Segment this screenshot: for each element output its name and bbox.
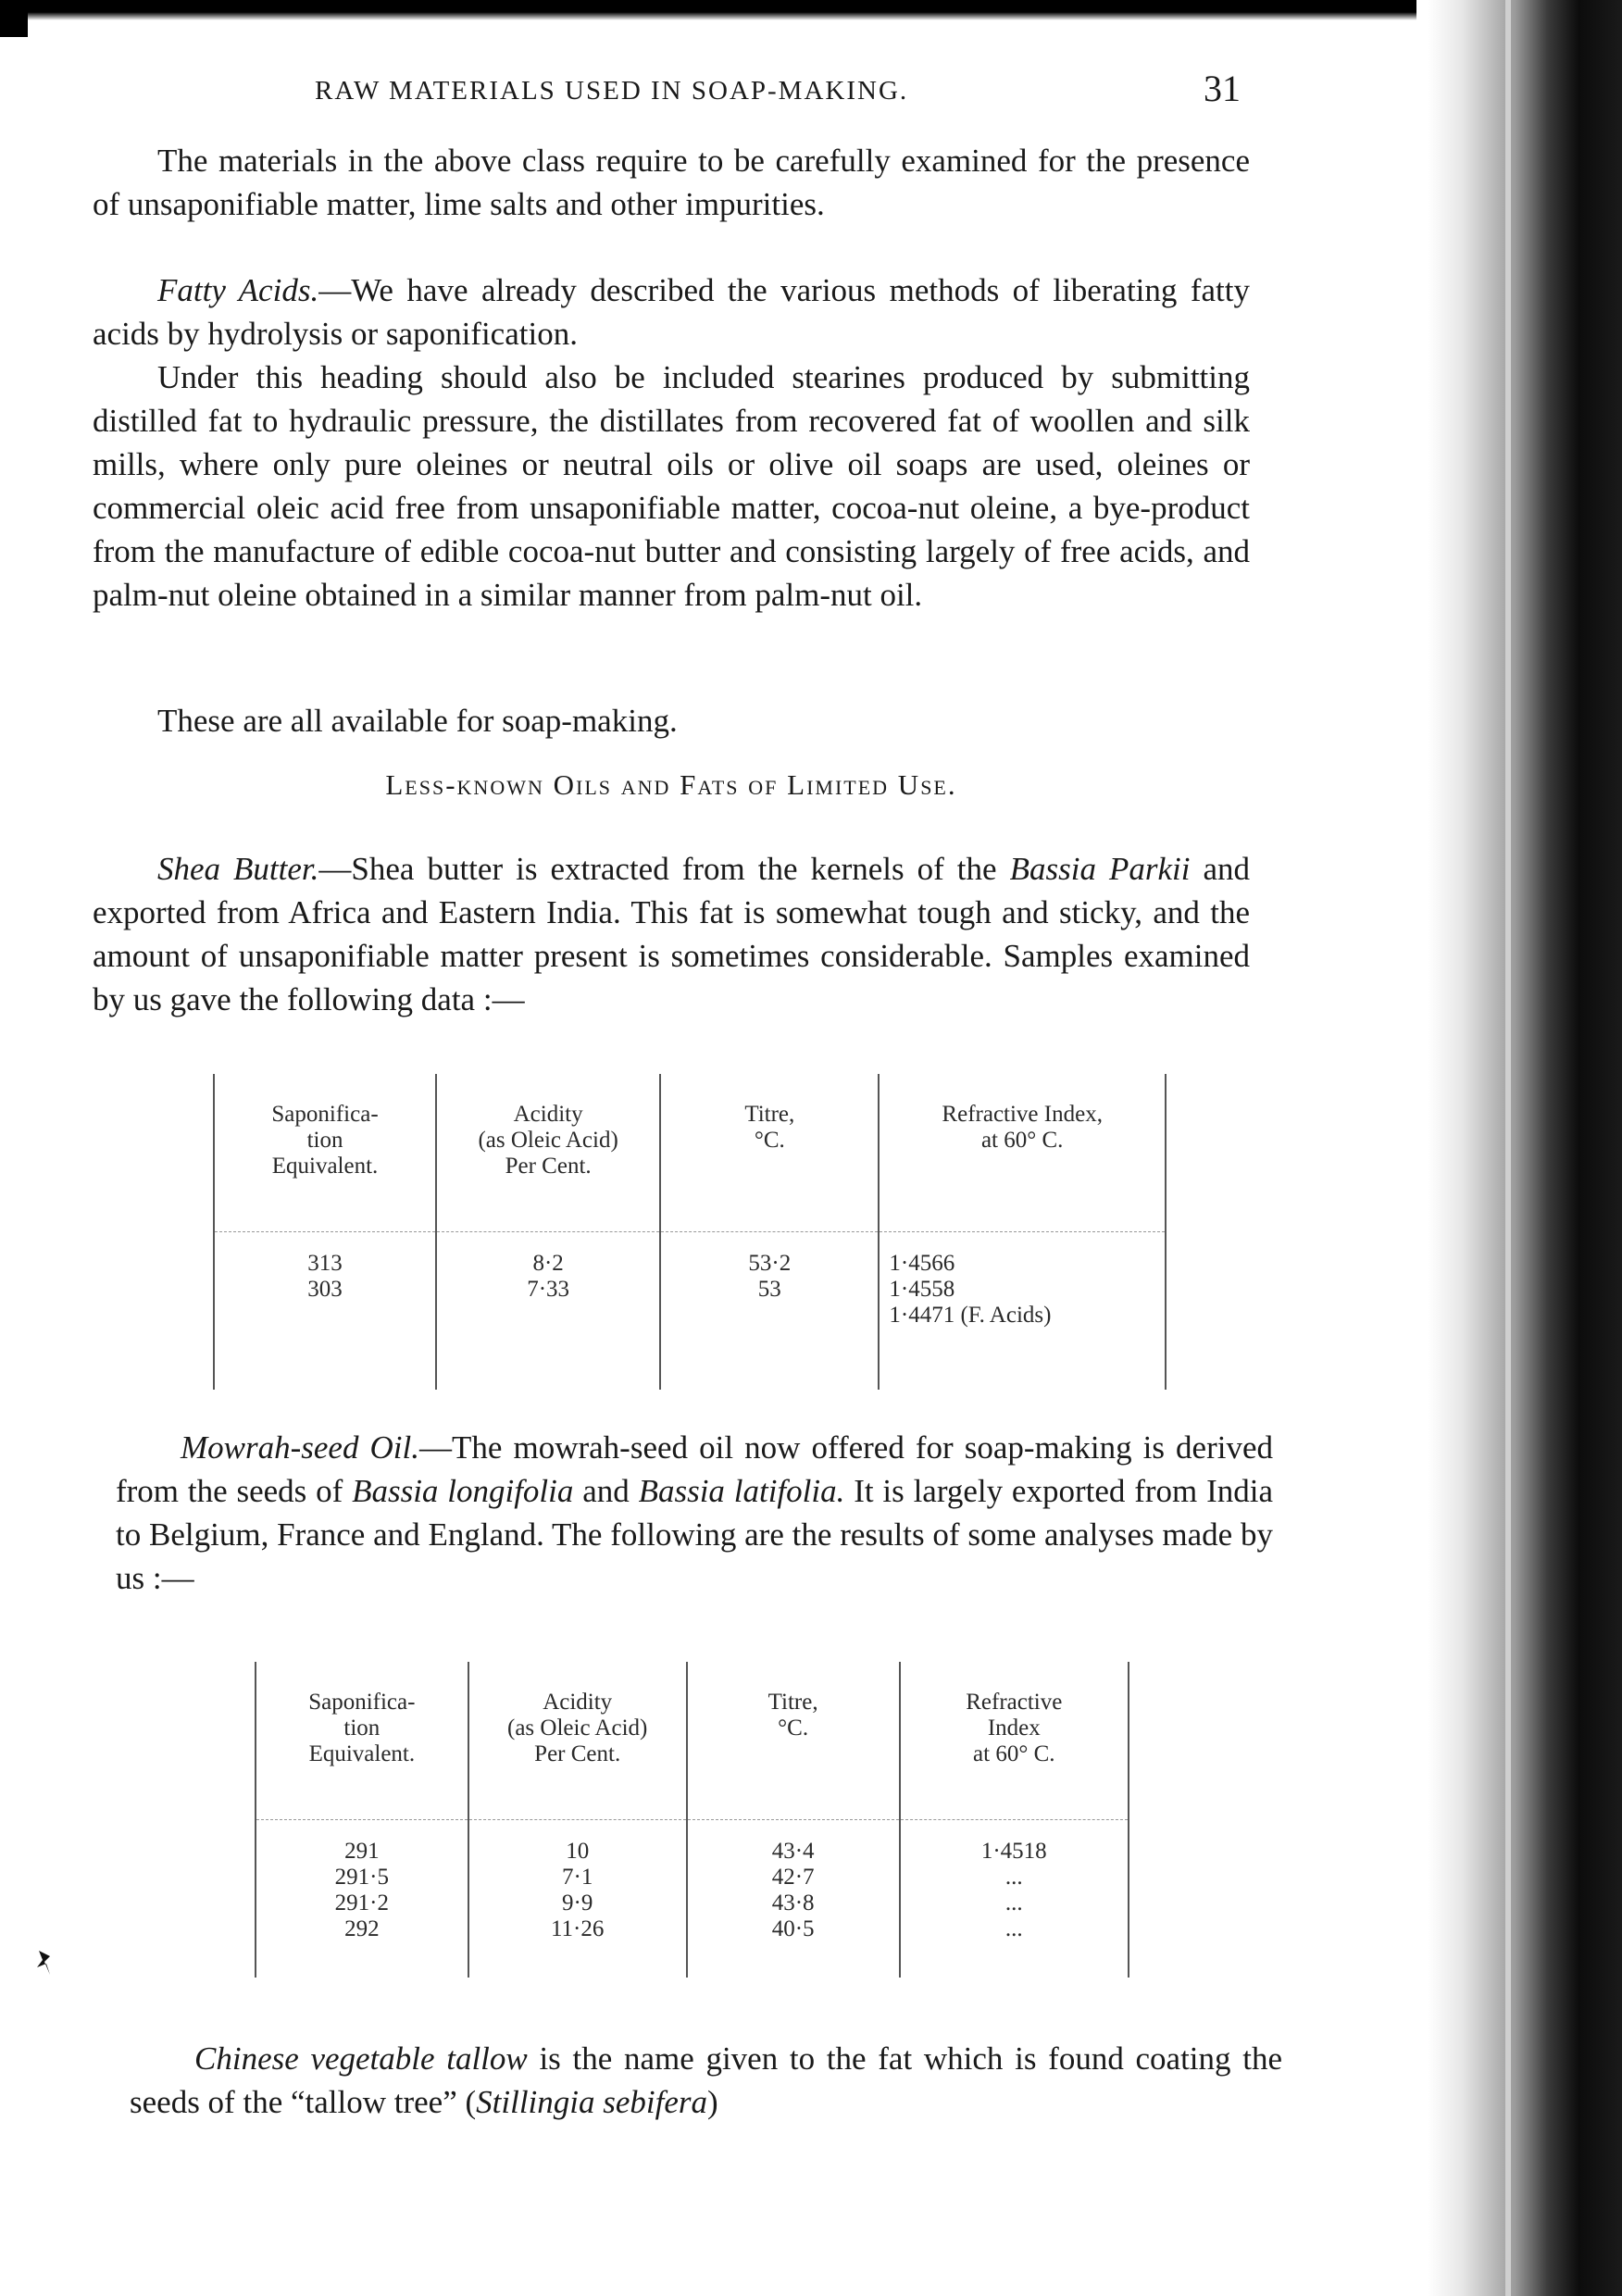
header-line: Equivalent. xyxy=(308,1741,416,1766)
header-line: °C. xyxy=(778,1716,809,1741)
table-header-row xyxy=(214,1074,1166,1232)
cell-value: 43·4 xyxy=(771,1839,815,1864)
cell-value: 42·7 xyxy=(771,1865,815,1890)
header-refractive-index xyxy=(900,1662,1129,1820)
header-acidity xyxy=(468,1662,687,1820)
header-line: Saponifica- xyxy=(308,1690,416,1715)
paragraph-shea-butter xyxy=(93,847,1250,1021)
mowrah-species-2: Bassia latifolia. xyxy=(638,1473,845,1509)
header-line: Refractive Index, xyxy=(942,1102,1103,1127)
header-line: at 60° C. xyxy=(973,1741,1055,1766)
header-line: Acidity xyxy=(513,1102,583,1127)
header-line: Titre, xyxy=(767,1690,818,1715)
cell-value: 53·2 xyxy=(748,1251,792,1276)
cell-refractive-index xyxy=(900,1820,1129,1978)
cell-value: ... xyxy=(1004,1916,1023,1941)
cell-value: 292 xyxy=(344,1916,380,1941)
cell-value: ... xyxy=(1004,1865,1023,1890)
cell-value: 53 xyxy=(757,1277,781,1302)
cell-value: 1·4558 xyxy=(889,1277,955,1302)
header-line: Titre, xyxy=(744,1102,795,1127)
mowrah-species-1: Bassia longifolia xyxy=(352,1473,574,1509)
cell-value: 313 xyxy=(307,1251,343,1276)
cell-saponification xyxy=(214,1232,436,1391)
chinese-text-b: ) xyxy=(707,2084,718,2120)
paragraph-materials xyxy=(93,139,1250,226)
cell-acidity xyxy=(468,1820,687,1978)
header-acidity xyxy=(436,1074,660,1232)
cell-saponification xyxy=(256,1820,468,1978)
shea-species: Bassia Parkii xyxy=(1009,851,1191,887)
cell-value: 7·33 xyxy=(527,1277,570,1302)
cell-value: 1·4566 xyxy=(889,1251,955,1276)
table-row xyxy=(256,1820,1129,1978)
running-title: RAW MATERIALS USED IN SOAP-MAKING. xyxy=(315,76,909,106)
page-number: 31 xyxy=(1204,68,1241,109)
paragraph-mowrah-seed-oil xyxy=(116,1426,1273,1600)
paragraph-text xyxy=(93,847,1250,1021)
header-saponification xyxy=(256,1662,468,1820)
header-line: Refractive xyxy=(966,1690,1063,1715)
chinese-title: Chinese vegetable tallow xyxy=(194,2040,528,2077)
cell-titre xyxy=(687,1820,900,1978)
shea-text-a: —Shea butter is extracted from the kernels of the xyxy=(318,851,1010,887)
mowrah-title: Mowrah-seed Oil. xyxy=(181,1429,420,1466)
margin-mark-icon xyxy=(35,1949,52,1977)
chinese-text-a: is the name given to the fat which is found coating the seeds of the “tallow tree” ( xyxy=(130,2040,1282,2120)
header-refractive-index xyxy=(879,1074,1166,1232)
cell-value: 9·9 xyxy=(562,1890,593,1915)
paragraph-text xyxy=(93,268,1250,356)
mowrah-text-b: and xyxy=(573,1473,639,1509)
cell-value: 291 xyxy=(344,1839,380,1864)
paragraph-fatty-acids xyxy=(93,268,1250,356)
mowrah-text-a: —The mowrah-seed oil now offered for soap-making is derived from the seeds of xyxy=(116,1429,1273,1509)
book-page-edge xyxy=(1505,0,1511,2296)
table-header-row xyxy=(256,1662,1129,1820)
header-titre xyxy=(687,1662,900,1820)
fatty-acids-title: Fatty Acids. xyxy=(157,272,319,308)
cell-acidity xyxy=(436,1232,660,1391)
header-line: tion xyxy=(343,1716,381,1741)
cell-value: 1·4471 (F. Acids) xyxy=(889,1303,1052,1328)
paragraph-text: These are all available for soap-making. xyxy=(157,703,678,739)
cell-value: 10 xyxy=(566,1839,590,1864)
header-line: (as Oleic Acid) xyxy=(478,1128,618,1153)
shea-butter-table xyxy=(213,1074,1167,1390)
paragraph-text xyxy=(130,2037,1282,2124)
mowrah-seed-table xyxy=(255,1662,1129,1978)
header-line: Per Cent. xyxy=(534,1741,621,1766)
shea-title: Shea Butter. xyxy=(157,851,319,887)
chinese-species: Stillingia sebifera xyxy=(476,2084,707,2120)
header-line: Per Cent. xyxy=(505,1154,592,1179)
cell-value: 7·1 xyxy=(562,1865,593,1890)
header-line: °C. xyxy=(754,1128,785,1153)
header-line: Saponifica- xyxy=(271,1102,379,1127)
fatty-acids-text: —We have already described the various methods of liberating fatty acids by hydrolysis or saponification. xyxy=(93,272,1250,352)
cell-value: 291·2 xyxy=(334,1890,389,1915)
cell-value: 8·2 xyxy=(532,1251,564,1276)
header-line: at 60° C. xyxy=(980,1128,1064,1153)
cell-titre xyxy=(660,1232,879,1391)
cell-value: 43·8 xyxy=(771,1890,815,1915)
header-line: tion xyxy=(306,1128,343,1153)
page-header xyxy=(315,67,1250,113)
paragraph-text: Under this heading should also be included stearines produced by submitting distilled fat to hydraulic pressure, the distillates from recovered fat of woollen and silk mills, where only pure oleines or neutral oils or olive oil soaps are used, oleines or commercial oleic acid free from unsaponifiable matter, cocoa-nut oleine, a bye-product from the manufacture of edible cocoa-nut butter and consisting largely of free acids, and palm-nut oleine obtained in a similar manner from palm-nut oil. xyxy=(93,359,1250,613)
header-line: (as Oleic Acid) xyxy=(507,1716,648,1741)
scan-top-edge xyxy=(28,0,1416,20)
section-heading: Less-known Oils and Fats of Limited Use. xyxy=(385,768,957,801)
paragraph-available xyxy=(93,699,1250,742)
header-line: Equivalent. xyxy=(271,1154,379,1179)
mowrah-text-c: It is largely exported from India to Belgium, France and England. The following are the results of some analyses made by us :— xyxy=(116,1473,1273,1596)
cell-refractive-index xyxy=(879,1232,1166,1391)
paragraph-text: The materials in the above class require to be carefully examined for the presence of unsaponifiable matter, lime salts and other impurities. xyxy=(93,143,1250,222)
cell-value: 291·5 xyxy=(334,1865,389,1890)
cell-value: 11·26 xyxy=(550,1916,605,1941)
table-row xyxy=(214,1232,1166,1391)
paragraph-text xyxy=(116,1426,1273,1600)
book-gutter-shadow xyxy=(1428,0,1622,2296)
header-saponification xyxy=(214,1074,436,1232)
header-line: Acidity xyxy=(543,1690,613,1715)
cell-value: 303 xyxy=(307,1277,343,1302)
paragraph-stearines xyxy=(93,356,1250,617)
header-line: Index xyxy=(987,1716,1041,1741)
header-titre xyxy=(660,1074,879,1232)
cell-value: 1·4518 xyxy=(980,1839,1047,1864)
paragraph-chinese-tallow xyxy=(130,2037,1282,2124)
cell-value: ... xyxy=(1004,1890,1023,1915)
scan-corner-shadow xyxy=(0,0,28,37)
shea-text-b: and exported from Africa and Eastern India. This fat is somewhat tough and sticky, and the amount of unsaponifiable matter present is sometimes considerable. Samples examined by us gave the following data :— xyxy=(93,851,1250,1017)
cell-value: 40·5 xyxy=(771,1916,815,1941)
